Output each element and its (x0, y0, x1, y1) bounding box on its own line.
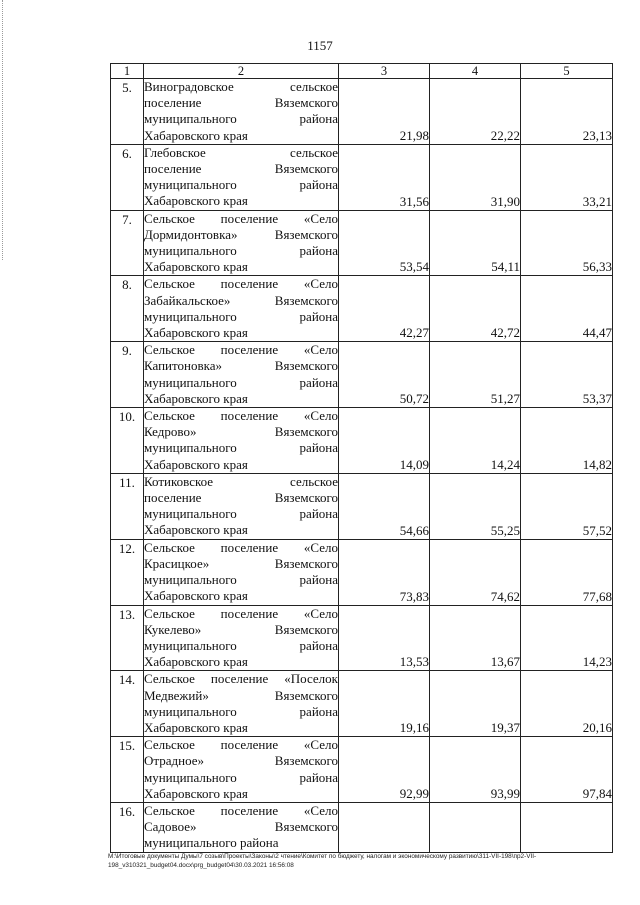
value-col-4: 51,27 (430, 342, 521, 408)
settlement-name-line: Садовое» Вяземского (144, 819, 338, 835)
settlement-name (144, 408, 339, 474)
value-col-5: 33,21 (521, 144, 613, 210)
table-row (111, 539, 613, 605)
settlement-name-line: Сельское поселение «Село (144, 210, 338, 226)
value-col-5: 77,68 (521, 539, 613, 605)
settlement-name (144, 210, 339, 276)
settlement-name-line: Сельское поселение «Село (144, 737, 338, 753)
settlement-name-line: Сельское поселение «Село (144, 605, 338, 621)
settlement-name-line: поселение Вяземского (144, 95, 338, 111)
header-col-3: 3 (339, 64, 430, 79)
value-col-4: 19,37 (430, 671, 521, 737)
settlement-name-line: муниципального района (144, 572, 338, 588)
settlement-name-line: Сельское поселение «Село (144, 276, 338, 292)
table-row (111, 605, 613, 671)
value-col-4: 42,72 (430, 276, 521, 342)
value-col-4: 74,62 (430, 539, 521, 605)
settlement-name-line: муниципального района (144, 835, 279, 851)
value-col-3: 50,72 (339, 342, 430, 408)
footer-line-2: 198_v310321_budget04.docx\prg_budget04\30.03.2021 16:56:08 (108, 861, 294, 869)
value-col-4: 13,67 (430, 605, 521, 671)
value-col-3: 21,98 (339, 79, 430, 145)
value-col-3: 14,09 (339, 408, 430, 474)
value-col-3: 42,27 (339, 276, 430, 342)
value-col-3: 73,83 (339, 539, 430, 605)
value-col-5: 23,13 (521, 79, 613, 145)
table-row (111, 473, 613, 539)
table-row (111, 210, 613, 276)
settlement-name-line: Хабаровского края (144, 325, 248, 341)
settlement-name-line: Дормидонтовка» Вяземского (144, 226, 338, 242)
settlement-name-line: Сельское поселение «Село (144, 342, 338, 358)
value-col-3: 54,66 (339, 473, 430, 539)
settlement-name (144, 342, 339, 408)
file-path-footer (108, 853, 618, 870)
row-number: 7. (111, 210, 144, 276)
header-col-1: 1 (111, 64, 144, 79)
settlement-name-line: Котиковское сельское (144, 473, 338, 489)
header-row (111, 64, 613, 79)
table-row (111, 802, 613, 852)
row-number: 15. (111, 737, 144, 803)
settlement-name-line: Хабаровского края (144, 456, 248, 472)
settlement-name-line: Медвежий» Вяземского (144, 687, 338, 703)
header-col-2: 2 (144, 64, 339, 79)
value-col-3: 13,53 (339, 605, 430, 671)
settlement-name-line: муниципального района (144, 637, 338, 653)
value-col-3: 19,16 (339, 671, 430, 737)
row-number: 16. (111, 802, 144, 852)
row-number: 5. (111, 79, 144, 145)
settlement-name (144, 737, 339, 803)
settlement-name-line: Кукелево» Вяземского (144, 621, 338, 637)
row-number: 14. (111, 671, 144, 737)
row-number: 12. (111, 539, 144, 605)
value-col-4: 54,11 (430, 210, 521, 276)
row-number: 6. (111, 144, 144, 210)
settlement-name-line: Сельское поселение «Село (144, 802, 338, 818)
row-number: 10. (111, 408, 144, 474)
settlement-name-line: Хабаровского края (144, 522, 248, 538)
budget-table (110, 63, 613, 853)
table-row (111, 276, 613, 342)
value-col-4: 55,25 (430, 473, 521, 539)
settlement-name-line: Хабаровского края (144, 259, 248, 275)
settlement-name (144, 276, 339, 342)
settlement-name-line: Хабаровского края (144, 719, 248, 735)
value-col-5: 57,52 (521, 473, 613, 539)
table-row (111, 671, 613, 737)
settlement-name-line: Хабаровского края (144, 193, 248, 209)
page-number: 1157 (307, 38, 333, 53)
settlement-name-line: муниципального района (144, 308, 338, 324)
table-row (111, 79, 613, 145)
settlement-name-line: муниципального района (144, 243, 338, 259)
settlement-name-line: поселение Вяземского (144, 161, 338, 177)
row-number: 11. (111, 473, 144, 539)
value-col-3: 92,99 (339, 737, 430, 803)
value-col-4: 31,90 (430, 144, 521, 210)
table-row (111, 342, 613, 408)
header-col-5: 5 (521, 64, 613, 79)
settlement-name-line: поселение Вяземского (144, 490, 338, 506)
settlement-name-line: Сельское поселение «Село (144, 408, 338, 424)
settlement-name-line: Сельское поселение «Село (144, 539, 338, 555)
value-col-5: 14,23 (521, 605, 613, 671)
settlement-name (144, 539, 339, 605)
value-col-5: 20,16 (521, 671, 613, 737)
settlement-name-line: муниципального района (144, 177, 338, 193)
row-number: 9. (111, 342, 144, 408)
settlement-name-line: Отрадное» Вяземского (144, 753, 338, 769)
settlement-name (144, 605, 339, 671)
settlement-name (144, 473, 339, 539)
settlement-name-line: Хабаровского края (144, 390, 248, 406)
settlement-name-line: Виноградовское сельское (144, 79, 338, 94)
value-col-5: 44,47 (521, 276, 613, 342)
value-col-5 (521, 802, 613, 852)
row-number: 8. (111, 276, 144, 342)
value-col-4 (430, 802, 521, 852)
settlement-name (144, 79, 339, 145)
settlement-name-line: муниципального района (144, 111, 338, 127)
table-row (111, 737, 613, 803)
settlement-name-line: Сельское поселение «Поселок (144, 671, 338, 687)
table-body (111, 79, 613, 853)
settlement-name-line: Красицкое» Вяземского (144, 555, 338, 571)
value-col-3: 53,54 (339, 210, 430, 276)
value-col-5: 56,33 (521, 210, 613, 276)
settlement-name-line: Глебовское сельское (144, 144, 338, 160)
row-number: 13. (111, 605, 144, 671)
settlement-name-line: Хабаровского края (144, 588, 248, 604)
settlement-name-line: Забайкальское» Вяземского (144, 292, 338, 308)
settlement-name (144, 144, 339, 210)
settlement-name-line: муниципального района (144, 769, 338, 785)
value-col-3: 31,56 (339, 144, 430, 210)
header-col-4: 4 (430, 64, 521, 79)
settlement-name-line: Хабаровского края (144, 785, 248, 801)
settlement-name-line: Капитоновка» Вяземского (144, 358, 338, 374)
settlement-name (144, 802, 339, 852)
settlement-name-line: муниципального района (144, 374, 338, 390)
value-col-5: 53,37 (521, 342, 613, 408)
value-col-5: 97,84 (521, 737, 613, 803)
footer-line-1: М:\Итоговые документы Думы\7 созыв\Проекты\Законы\2 чтение\Комитет по бюджету, налогам и экономическому развитию\311-VII-198\пр2-VII- (108, 853, 537, 860)
settlement-name (144, 671, 339, 737)
settlement-name-line: Кедрово» Вяземского (144, 424, 338, 440)
settlement-name-line: муниципального района (144, 506, 338, 522)
value-col-5: 14,82 (521, 408, 613, 474)
value-col-4: 14,24 (430, 408, 521, 474)
settlement-name-line: Хабаровского края (144, 654, 248, 670)
value-col-3 (339, 802, 430, 852)
table-row (111, 144, 613, 210)
table-row (111, 408, 613, 474)
settlement-name-line: Хабаровского края (144, 127, 248, 143)
settlement-name-line: муниципального района (144, 440, 338, 456)
value-col-4: 22,22 (430, 79, 521, 145)
value-col-4: 93,99 (430, 737, 521, 803)
settlement-name-line: муниципального района (144, 703, 338, 719)
